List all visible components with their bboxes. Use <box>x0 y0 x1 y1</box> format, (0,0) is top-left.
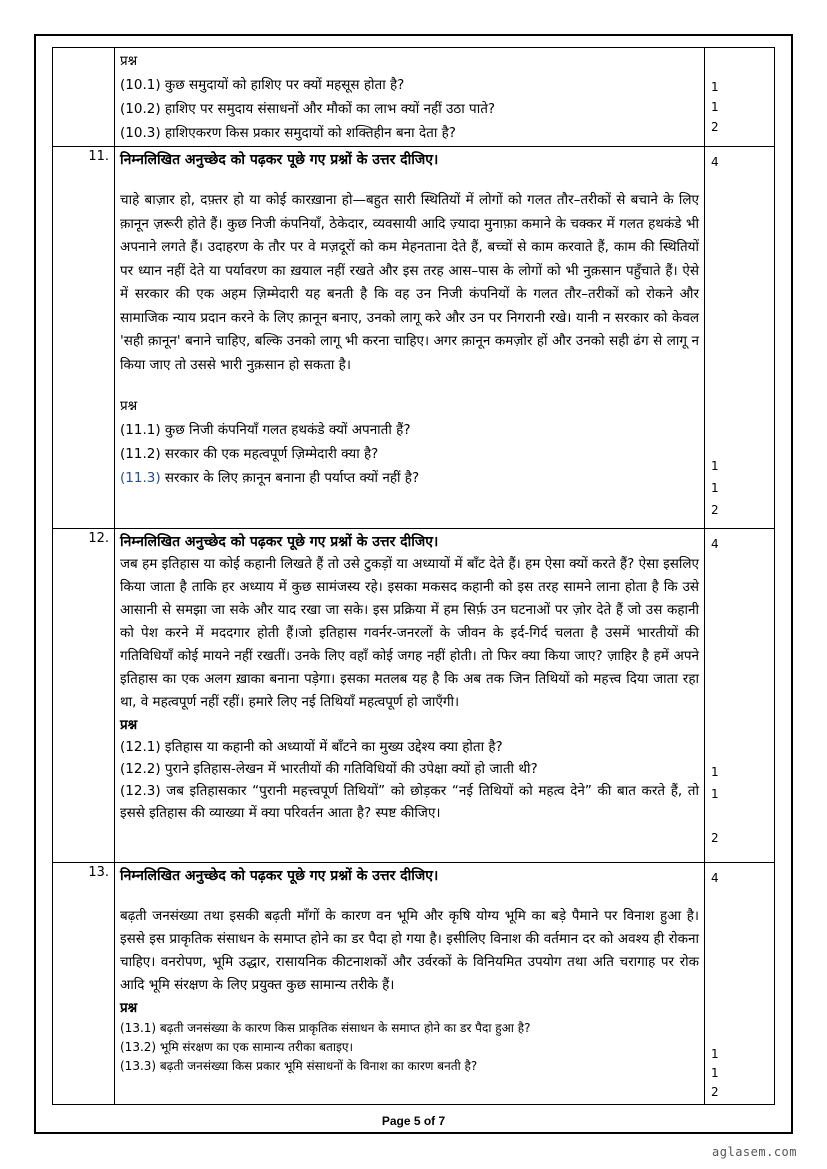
marks-cell-12 <box>705 529 775 863</box>
question-heading-11: निम्नलिखित अनुच्छेद को पढ़कर पूछे गए प्रश्नों के उत्तर दीजिए। <box>120 152 439 168</box>
subquestion-12-3: (12.3) जब इतिहासकार “पुरानी महत्त्वपूर्ण तिथियों” को छोड़कर “नई तिथियों को महत्व देने” की बात करते हैं, तो इससे इतिहास की व्याख्या में क्या परिवर्तन आता है? स्पष्ट कीजिए। <box>120 783 699 821</box>
question-body-12 <box>115 529 705 863</box>
question-heading-12: निम्नलिखित अनुच्छेद को पढ़कर पूछे गए प्रश्नों के उत्तर दीजिए। <box>120 534 439 550</box>
subquestion-number: (11.2) <box>120 446 161 462</box>
subquestion-number: (11.3) <box>120 470 161 486</box>
marks-12-total: 4 <box>711 537 719 551</box>
subquestion-number: (11.1) <box>120 422 161 438</box>
question-row-13 <box>53 863 775 1105</box>
marks-11-3: 2 <box>711 503 719 517</box>
marks-11-2: 1 <box>711 481 719 495</box>
page-number: Page 5 of 7 <box>381 1114 446 1128</box>
subquestion-12-1: (12.1) इतिहास या कहानी को अध्यायों में बाँटने का मुख्य उद्देश्य क्या होता है? <box>120 739 503 755</box>
passage-13: बढ़ती जनसंख्या तथा इसकी बढ़ती माँगों के कारण वन भूमि और कृषि योग्य भूमि का बड़े पैमाने पर विनाश हुआ है। इससे इस प्राकृतिक संसाधन के समाप्त होने का डर पैदा हो गया है। इसीलिए विनाश की वर्तमान दर को अवश्य ही रोकना चाहिए। वनरोपण, भूमि उद्धार, रासायनिक कीटनाशकों और उर्वरकों के विनियमित उपयोग तथा अति चरागाह पर रोक आदि भूमि संरक्षण के लिए प्रयुक्त कुछ सामान्य तरीके हैं। <box>120 908 699 993</box>
question-number-cell <box>53 48 115 147</box>
question-row-10 <box>53 48 775 147</box>
question-number-12: 12. <box>53 529 115 863</box>
question-body-10 <box>115 48 705 147</box>
subquestion-10-1: (10.1) कुछ समुदायों को हाशिए पर क्यों महसूस होता है? <box>120 77 405 93</box>
marks-10-2: 1 <box>711 100 719 114</box>
marks-11-1: 1 <box>711 459 719 473</box>
prashna-label: प्रश्न <box>120 717 138 733</box>
question-heading-13: निम्नलिखित अनुच्छेद को पढ़कर पूछे गए प्रश्नों के उत्तर दीजिए। <box>120 868 439 884</box>
marks-cell-13 <box>705 863 775 1105</box>
subquestion-text: सरकार के लिए क़ानून बनाना ही पर्याप्त क्यों नहीं है? <box>164 470 420 486</box>
marks-12-2: 1 <box>711 787 719 801</box>
question-number-11: 11. <box>53 147 115 529</box>
subquestion-12-2: (12.2) पुराने इतिहास-लेखन में भारतीयों की गतिविधियों की उपेक्षा क्यों हो जाती थी? <box>120 761 538 777</box>
question-table <box>52 47 775 1105</box>
prashna-label: प्रश्न <box>120 53 138 69</box>
marks-13-1: 1 <box>711 1047 719 1061</box>
subquestion-text: कुछ निजी कंपनियाँ गलत हथकंडे क्यों अपनाती हैं? <box>164 422 411 438</box>
subquestion-10-3: (10.3) हाशिएकरण किस प्रकार समुदायों को शक्तिहीन बना देता है? <box>120 125 456 141</box>
subquestion-13-3: (13.3) बढ़ती जनसंख्या किस प्रकार भूमि संसाधनों के विनाश का कारण बनती है? <box>120 1059 478 1073</box>
marks-13-3: 2 <box>711 1085 719 1099</box>
marks-cell-10 <box>705 48 775 147</box>
marks-11-total: 4 <box>711 155 719 169</box>
watermark: aglasem.com <box>712 1145 797 1159</box>
prashna-label: प्रश्न <box>120 398 138 414</box>
marks-10-1: 1 <box>711 80 719 94</box>
subquestion-11-2 <box>120 443 699 465</box>
question-row-12 <box>53 529 775 863</box>
subquestion-11-1 <box>120 419 699 441</box>
subquestion-13-2: (13.2) भूमि संरक्षण का एक सामान्य तरीका बताइए। <box>120 1040 354 1054</box>
question-row-11 <box>53 147 775 529</box>
question-body-11 <box>115 147 705 529</box>
marks-cell-11 <box>705 147 775 529</box>
subquestion-text: सरकार की एक महत्वपूर्ण ज़िम्मेदारी क्या है? <box>164 446 379 462</box>
passage-12: जब हम इतिहास या कोई कहानी लिखते हैं तो उसे टुकड़ों या अध्यायों में बाँट देते हैं। हम ऐसा क्यों करते हैं? ऐसा इसलिए किया जाता है ताकि हर अध्याय में कुछ सामंजस्य रहे। इसका मकसद कहानी को इस तरह सामने लाना होता है कि उसे आसानी से समझा जा सके और याद रखा जा सके। इस प्रक्रिया में हम सिर्फ़ उन घटनाओं पर ज़ोर देते हैं जो उस कहानी को पेश करने में मददगार होती हैं।जो इतिहास गवर्नर-जनरलों के जीवन के इर्द-गिर्द चलता है उसमें भारतीयों की गतिविधियाँ कोई मायने नहीं रखतीं। उनके लिए वहाँ कोई जगह नहीं होती। तो फिर क्या किया जाए? ज़ाहिर है हमें अपने इतिहास का एक अलग ख़ाका बनाना पड़ेगा। इसका मतलब यह है कि अब तक जिन तिथियों को महत्त्व दिया जाता रहा था, वे महत्वपूर्ण नहीं रहीं। हमारे लिए नई तिथियाँ महत्वपूर्ण हो जाएँगी। <box>120 556 699 710</box>
subquestion-11-3 <box>120 467 699 489</box>
question-body-13 <box>115 863 705 1105</box>
marks-12-3: 2 <box>711 831 719 845</box>
question-number-13: 13. <box>53 863 115 1105</box>
passage-11: चाहे बाज़ार हो, दफ़्तर हो या कोई कारख़ाना हो—बहुत सारी स्थितियों में लोगों को गलत तौर–तरीकों से बचाने के लिए क़ानून ज़रूरी होते हैं। कुछ निजी कंपनियाँ, ठेकेदार, व्यवसायी आदि ज़्यादा मुनाफ़ा कमाने के चक्कर में गलत हथकंडे भी अपनाने लगते हैं। उदाहरण के तौर पर वे मज़दूरों को कम मेहनताना देते हैं, बच्चों से काम करवाते हैं, काम की स्थितियों पर ध्यान नहीं देते या पर्यावरण का ख़याल नहीं रखते और इस तरह आस–पास के लोगों को भी नुक़सान पहुँचाते हैं। ऐसे में सरकार की एक अहम ज़िम्मेदारी यह बनती है कि वह उन निजी कंपनियों के गलत तौर–तरीकों को रोकने और सामाजिक न्याय प्रदान करने के लिए क़ानून बनाए, उनको लागू करे और उन पर निगरानी रखे। यानी न सरकार को केवल 'सही क़ानून' बनाने चाहिए, बल्कि उनको लागू भी करना चाहिए। अगर क़ानून कमज़ोर हों और उनको सही ढंग से लागू न किया जाए तो उससे भारी नुक़सान हो सकता है। <box>120 192 699 373</box>
marks-10-3: 2 <box>711 120 719 134</box>
prashna-label: प्रश्न <box>120 1000 138 1016</box>
marks-12-1: 1 <box>711 765 719 779</box>
marks-13-2: 1 <box>711 1066 719 1080</box>
marks-13-total: 4 <box>711 871 719 885</box>
subquestion-10-2: (10.2) हाशिए पर समुदाय संसाधनों और मौकों का लाभ क्यों नहीं उठा पाते? <box>120 101 496 117</box>
subquestion-13-1: (13.1) बढ़ती जनसंख्या के कारण किस प्राकृतिक संसाधन के समाप्त होने का डर पैदा हुआ है? <box>120 1021 531 1035</box>
